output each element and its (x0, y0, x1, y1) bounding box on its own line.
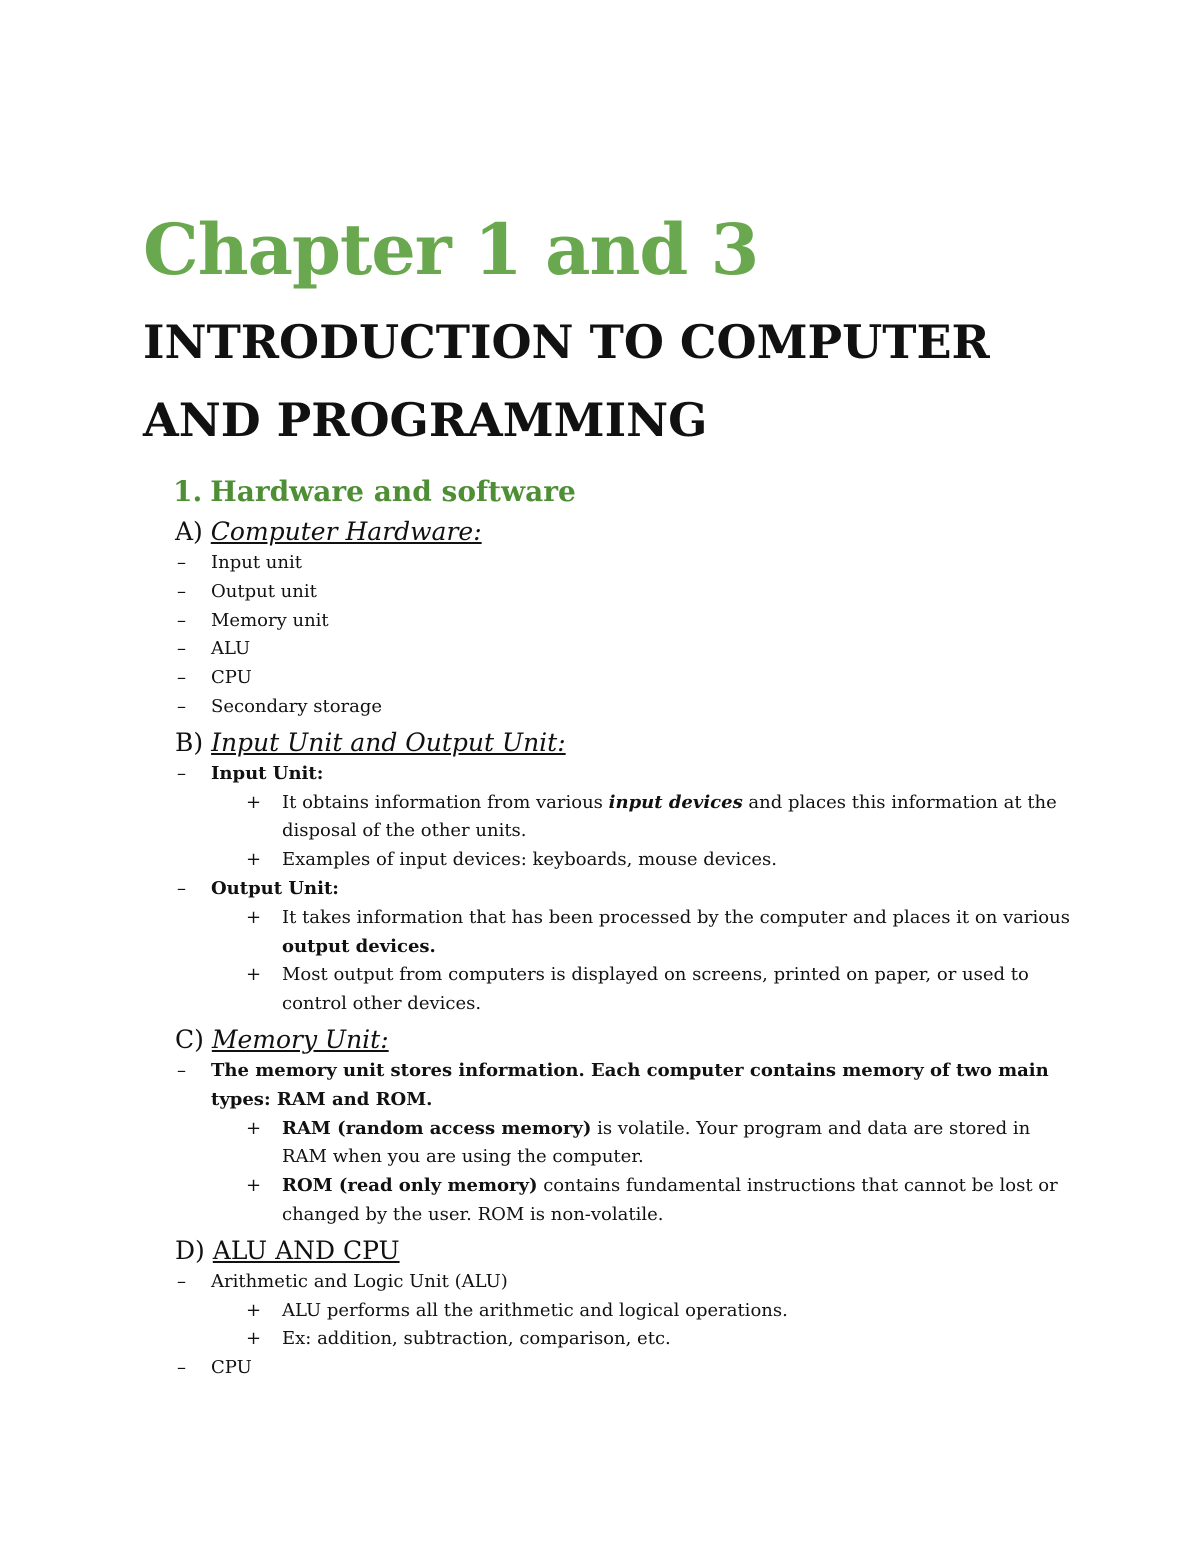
subsection-title: Input Unit and Output Unit: (211, 727, 566, 757)
sublist-item: + RAM (random access memory) is volatile. Your program and data are stored in RAM when you are using the computer. (211, 1115, 1073, 1173)
plus-bullet: + (246, 1117, 262, 1139)
list-item (143, 875, 1073, 1019)
sublist-item: + It obtains information from various input devices and places this information at the disposal of the other units. (211, 789, 1073, 847)
plus-bullet: + (246, 791, 262, 813)
sublist-item: + Ex: addition, subtraction, comparison, etc. (211, 1325, 1073, 1354)
dash-bullet: – (177, 552, 186, 573)
subsection-heading-memory-unit (175, 1023, 1073, 1057)
dash-bullet: – (177, 1059, 186, 1081)
dash-bullet: – (177, 667, 186, 689)
output-unit-label: Output Unit: (211, 877, 339, 899)
list-item: – Output unit (143, 578, 1073, 607)
list-item: – CPU (143, 664, 1073, 693)
subsection-letter: A) (175, 517, 203, 546)
plus-bullet: + (246, 849, 262, 871)
input-unit-label: Input Unit: (211, 762, 324, 784)
output-unit-sublist (211, 904, 1073, 1019)
memory-main-text: The memory unit stores information. Each computer contains memory of two main types: RAM and ROM. (211, 1059, 1049, 1110)
list-item: – CPU (143, 1354, 1073, 1383)
sublist-item: + Examples of input devices: keyboards, mouse devices. (211, 846, 1073, 875)
subsection-title: Memory Unit: (211, 1024, 389, 1054)
plus-bullet: + (246, 964, 262, 986)
sublist-item: + It takes information that has been processed by the computer and places it on various output devices. (211, 904, 1073, 962)
subsection-letter: D) (175, 1235, 205, 1265)
list-item (143, 1057, 1073, 1230)
memory-list (143, 1057, 1073, 1230)
dash-bullet: – (177, 695, 186, 717)
subsection-title: ALU AND CPU (212, 1235, 400, 1265)
dash-bullet: – (177, 1270, 186, 1292)
subsection-title: Computer Hardware: (210, 517, 482, 546)
alu-sublist (211, 1297, 1073, 1355)
sublist-item: + ALU performs all the arithmetic and logical operations. (211, 1297, 1073, 1326)
plus-bullet: + (246, 1299, 262, 1321)
dash-bullet: – (177, 609, 186, 631)
list-item (143, 760, 1073, 875)
dash-bullet: – (177, 638, 186, 660)
list-item: – Input unit (143, 549, 1073, 578)
dash-bullet: – (177, 580, 186, 602)
section-heading-hardware-software (173, 473, 1073, 511)
dash-bullet: – (177, 762, 186, 784)
hardware-list (143, 549, 1073, 722)
subsection-heading-input-output (175, 726, 1073, 760)
subsection-heading-computer-hardware (175, 515, 1073, 549)
alu-cpu-list (143, 1268, 1073, 1383)
page-title: Chapter 1 and 3 (143, 208, 759, 291)
plus-bullet: + (246, 1328, 262, 1350)
input-unit-sublist (211, 789, 1073, 875)
subsection-letter: B) (175, 727, 204, 757)
dash-bullet: – (177, 877, 186, 899)
sublist-item: + Most output from computers is displayed on screens, printed on paper, or used to control other devices. (211, 961, 1073, 1019)
plus-bullet: + (246, 1175, 262, 1197)
page-subtitle: INTRODUCTION TO COMPUTER AND PROGRAMMING (143, 315, 990, 447)
memory-sublist (211, 1115, 1073, 1230)
list-item: – Memory unit (143, 607, 1073, 636)
input-output-list (143, 760, 1073, 1019)
list-item: – ALU (143, 635, 1073, 664)
section-title: Hardware and software (210, 475, 576, 508)
list-item: – Secondary storage (143, 693, 1073, 722)
section-number: 1. (173, 475, 203, 508)
dash-bullet: – (177, 1357, 186, 1379)
subsection-heading-alu-cpu (175, 1234, 1073, 1268)
sublist-item: + ROM (read only memory) contains fundamental instructions that cannot be lost or changed by the user. ROM is non-volatile. (211, 1172, 1073, 1230)
list-item: – Arithmetic and Logic Unit (ALU) + ALU performs all the arithmetic and logical operations. + Ex: addition, subtraction, comparison, etc. (143, 1268, 1073, 1354)
plus-bullet: + (246, 906, 262, 928)
subsection-letter: C) (175, 1024, 204, 1054)
document-page (143, 205, 1073, 1383)
